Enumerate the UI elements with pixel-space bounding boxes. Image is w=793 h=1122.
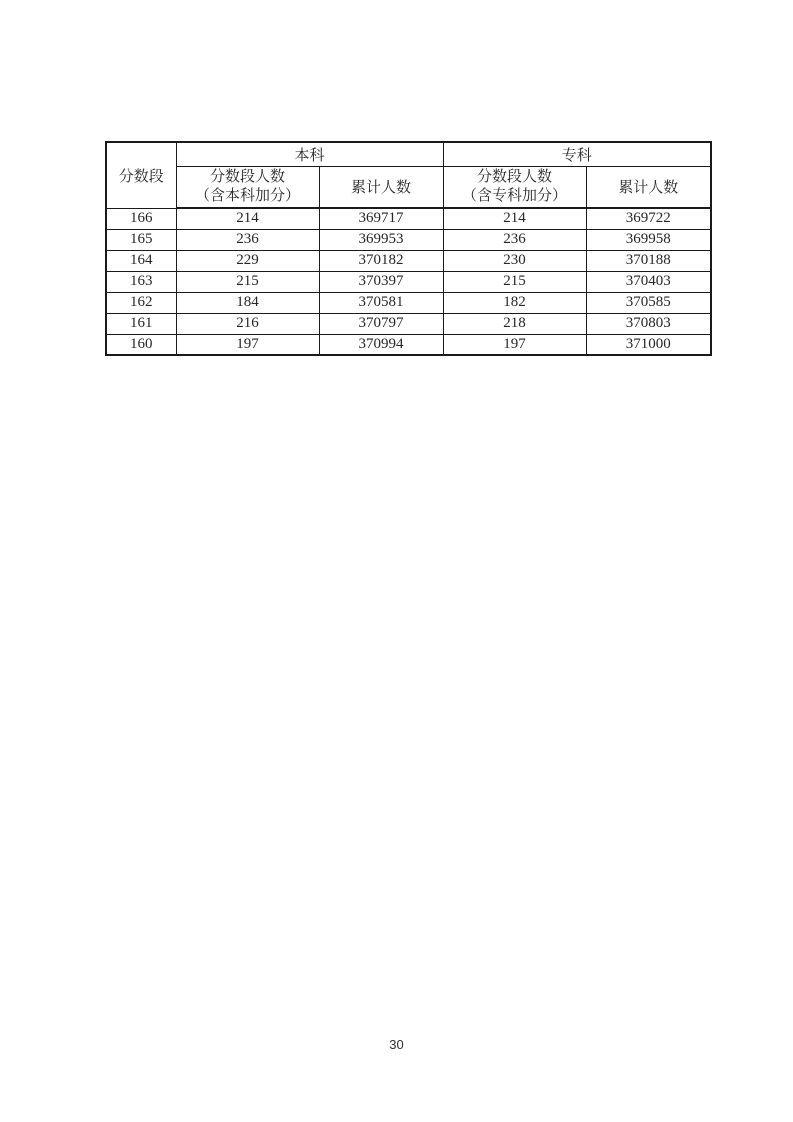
table-row	[106, 313, 711, 334]
zhuanke-count-cell: 214	[443, 208, 586, 229]
zhuanke-cumulative-cell: 370585	[586, 292, 711, 313]
table-row	[106, 334, 711, 355]
header-benke-count-line2: （含本科加分）	[194, 187, 300, 204]
zhuanke-count-cell: 215	[443, 271, 586, 292]
zhuanke-count-cell: 218	[443, 313, 586, 334]
table-row	[106, 250, 711, 271]
score-cell: 163	[106, 271, 176, 292]
benke-cumulative-cell: 369717	[319, 208, 443, 229]
zhuanke-count-cell: 182	[443, 292, 586, 313]
header-group-row	[106, 142, 711, 166]
score-cell: 166	[106, 208, 176, 229]
benke-count-cell: 214	[176, 208, 319, 229]
benke-cumulative-cell: 369953	[319, 229, 443, 250]
zhuanke-count-cell: 230	[443, 250, 586, 271]
benke-count-cell: 215	[176, 271, 319, 292]
header-zhuanke-count-line1: 分数段人数	[477, 168, 553, 185]
benke-cumulative-cell: 370797	[319, 313, 443, 334]
header-benke-count-line1: 分数段人数	[209, 168, 285, 185]
benke-count-cell: 197	[176, 334, 319, 355]
score-cell: 160	[106, 334, 176, 355]
score-cell: 162	[106, 292, 176, 313]
zhuanke-cumulative-cell: 369958	[586, 229, 711, 250]
table-row	[106, 208, 711, 229]
benke-cumulative-cell: 370994	[319, 334, 443, 355]
header-group-benke: 本科	[176, 142, 443, 166]
table-row	[106, 271, 711, 292]
benke-count-cell: 184	[176, 292, 319, 313]
header-group-zhuanke: 专科	[443, 142, 711, 166]
zhuanke-count-cell: 197	[443, 334, 586, 355]
header-benke-count	[176, 166, 319, 208]
table-body	[106, 208, 711, 355]
table-header	[106, 142, 711, 208]
score-cell: 165	[106, 229, 176, 250]
score-distribution-table	[105, 141, 712, 356]
header-zhuanke-cumulative: 累计人数	[586, 166, 711, 208]
benke-count-cell: 236	[176, 229, 319, 250]
zhuanke-cumulative-cell: 370803	[586, 313, 711, 334]
zhuanke-cumulative-cell: 370403	[586, 271, 711, 292]
score-cell: 161	[106, 313, 176, 334]
header-zhuanke-count	[443, 166, 586, 208]
header-sub-row	[106, 166, 711, 208]
benke-cumulative-cell: 370182	[319, 250, 443, 271]
benke-count-cell: 216	[176, 313, 319, 334]
zhuanke-cumulative-cell: 370188	[586, 250, 711, 271]
score-cell: 164	[106, 250, 176, 271]
header-score-segment: 分数段	[106, 142, 176, 208]
zhuanke-cumulative-cell: 371000	[586, 334, 711, 355]
zhuanke-count-cell: 236	[443, 229, 586, 250]
page-number: 30	[389, 1037, 404, 1052]
benke-cumulative-cell: 370581	[319, 292, 443, 313]
zhuanke-cumulative-cell: 369722	[586, 208, 711, 229]
header-zhuanke-count-line2: （含专科加分）	[462, 187, 568, 204]
header-benke-cumulative: 累计人数	[319, 166, 443, 208]
table-row	[106, 292, 711, 313]
table-row	[106, 229, 711, 250]
benke-count-cell: 229	[176, 250, 319, 271]
benke-cumulative-cell: 370397	[319, 271, 443, 292]
